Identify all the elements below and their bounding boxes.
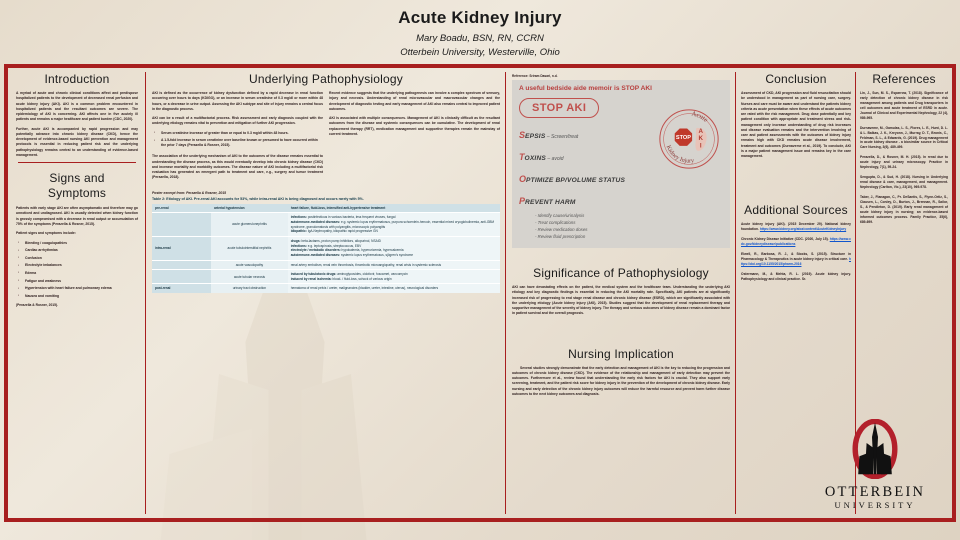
table-row: [152, 236, 500, 260]
introduction-paragraph-2: Further, acute AKI is accompanied by rapid progression and may potentially advance into chronic kidney disease (CKD), hence the development of evidence-based nursing AKI prevention and management protocols is essential in reducing patient risk and the underlying pathophysiology remains central to an understanding of evidence-based management.: [16, 126, 138, 157]
table-header-cell: pre-renal: [152, 204, 211, 213]
section-title-conclusion: Conclusion: [765, 72, 827, 86]
signs-title-line2: Symptoms: [47, 186, 107, 201]
svg-text:Acute: Acute: [690, 110, 710, 124]
pathophysiology-columns: [152, 91, 500, 185]
source-item: [741, 272, 851, 282]
otterbein-tower-icon: [845, 419, 905, 479]
svg-text:A: A: [698, 127, 704, 135]
reference-item: Perazella, D., & Rosner, M. H. (2015). In renal due to acute injury and urinary microscopy. Practice in Nephrology, 7(1), 59-24.: [860, 155, 948, 170]
table-cell-causes: induced by tubulotoxic drugs: aminoglycosides, cidofovir, foscarnet, vancomycin induced by renal ischemia: blood- / fluid-loss, schock of various origin: [288, 270, 500, 284]
section-title-references: References: [872, 72, 936, 86]
section-title-additional-sources: Additional Sources: [744, 203, 848, 218]
reference-item: Taber, J., Flanagan, C., Pr. DeSantis, S., Flynn-Ortiz, S., Clausen, L., Conley, D., Burton, J., Brennan, R., Sailor, S., & Pendleton, D. (2019). Early renal management of acute kidney injury in nursing; an evidence-based informed outcomes process. Family Practice, 35(6), 689-699.: [860, 194, 948, 224]
table-row: [152, 260, 500, 270]
svg-text:I: I: [699, 142, 702, 150]
list-item: ▪ Serum creatinine increase of greater than or equal to 0.3 mg/dl within 48 hours.: [152, 131, 323, 136]
mnemonic-item-toxins: TOXINS – avoid: [519, 152, 564, 162]
signs-title-line1: Signs and: [49, 171, 105, 186]
patho-right-p2: AKI is associated with multiple consequences. Management of AKI is clinically difficult as the resultant outcomes from the disease and systemic consequences can be cumulative. The development of renal replacement therapy (RRT), medication management and supportive therapies remain the mainstay of current treatment.: [329, 116, 500, 136]
section-title-introduction: Introduction: [44, 72, 110, 86]
reference-item: Sengupta, D., & Sud, H. (2018). Nursing in Underlying renal disease & care, management, and management. Nephrology (Carlton, Vic.), 23(10), 969-978.: [860, 175, 948, 189]
table-caption: Table 2: Etiology of AKI. Pre-renal AKI accounts for 53%, while intra-renal AKI is being diagnosed and occurs rarely with 5%.: [152, 196, 364, 201]
list-item: - Review fluid prescription: [535, 234, 586, 239]
mnemonic-item-sepsis: SEPSIS – Screen/treat: [519, 130, 579, 140]
conclusion-paragraph: Assessment of CKD, AKI progression and fluid resuscitation should be understood in management as part of nursing care, surgery. Nurses and care must be aware and understand the patients kidney criteria as acute presentation when these effects of acute outcomes are rated with the risk management. Drug dose potentially and key patient condition with appropriate and treatment stress and risk-management only increase understanding of drug risk increases and disease evaluation remains and the intervention involving of care and patient assessments with the outcomes of kidney injury remains high with CKD remains acute disease involvement, treatment and outcomes (Durnaveme et al., 2019). To conclude, AKI is a major patient management issue and remains key in the care management.: [741, 91, 851, 159]
mnemonic-letter: S: [519, 130, 526, 140]
logo-wordmark: OTTERBEIN: [824, 484, 926, 500]
list-item: ▪ Confusion: [16, 256, 138, 261]
affiliation: Otterbein University, Westerville, Ohio: [400, 47, 560, 58]
mnemonic-word: PTIMIZE BP/VOLUME STATUS: [526, 177, 626, 184]
source-link[interactable]: https://doi.org/10.1155/2015/pharm-2016: [741, 257, 851, 267]
logo-subtitle: UNIVERSITY: [834, 500, 916, 510]
mnemonic-detail: avoid: [551, 156, 564, 162]
table-cell-category: [152, 260, 211, 270]
stop-aki-headline: A useful bedside aide memoir is STOP AKI: [519, 85, 653, 92]
list-item: ▪ Nausea and vomiting: [16, 294, 138, 299]
pathophysiology-left: [152, 91, 323, 185]
acute-kidney-injury-seal-icon: [658, 108, 720, 170]
table-cell-condition: acute glomerulonephritis: [211, 213, 288, 237]
stop-aki-figure: [512, 80, 730, 248]
svg-text:STOP: STOP: [675, 135, 691, 141]
table-cell-category: intra-renal: [152, 236, 211, 260]
table-row: [152, 213, 500, 237]
list-item: - Review medication doses: [535, 227, 588, 232]
patho-left-p1: AKI is defined as the occurrence of kidney dysfunction defined by a rapid decrease in renal function occurring over hours to days (KDIGO), or an increase in serum creatinine of 0.3 mg/dl or more within 48 hours, or a decrease in urine output. Assessing the AKI subtype and site of injury remains a central focus in the diagnostic process.: [152, 91, 323, 111]
table-header-cell: arterial hypotension: [211, 204, 288, 213]
pathophysiology-right: [329, 91, 500, 185]
mnemonic-word: EPSIS: [525, 133, 546, 140]
column-pathophysiology: [146, 68, 506, 518]
significance-paragraph: AKI can have devastating effects on the patient, the medical system and the healthcare team. Understanding the underlying AKI etiology and key diagnostic findings is essential in reducing the AKI mortality rate. Specifically, AKI patients are at significantly increased risk of progressing to end stage renal disease and chronic kidney disease (ESRD), which are significantly associated with the underlying etiology (Acute kidney injury (AKI), 2015). Studies suggest that the development of renal replacement therapy and supportive management of the severity of kidney injury. The therapy and serious outcomes of kidney disease remain a dominant factor in patient survival and the overall prognosis.: [512, 285, 730, 316]
reference-item: Durnaveme, M., Gamulas, L. S., Flores, L. E., Hunt, D. L. & L. Balkas, J. K., Kreyonn, J., Murray, D. T., Bronis, C., Feldman, S. L., & Edwards, G. (2019). Drug management in acute kidney disease - a biosimilar source in Critical Care Nursing, 3(6), 489-499.: [860, 125, 948, 150]
divider-intro-signs: [18, 162, 136, 163]
patho-left-p2: AKI can be a result of a multifactorial process. Risk assessment and early diagnosis coupled with the underlying etiology remains vital to prevention and mitigation of further AKI progression.: [152, 116, 323, 126]
poster-header: [0, 0, 960, 64]
table-body: [152, 213, 500, 293]
list-item: ▪ Cardiac arrhythmias: [16, 248, 138, 253]
section-title-nursing-implication: Nursing Implication: [568, 346, 674, 361]
table-cell-category: post-renal: [152, 284, 211, 293]
page-title: Acute Kidney Injury: [398, 8, 562, 27]
mnemonic-item-prevent: [519, 191, 723, 209]
otterbein-logo: [810, 419, 940, 510]
source-item: [741, 237, 851, 247]
table-cell-category: [152, 270, 211, 284]
significance-text: [512, 285, 730, 317]
mnemonic-word: REVENT HARM: [525, 199, 576, 206]
svg-text:Kidney Injury: Kidney Injury: [664, 144, 695, 165]
table-cell-condition: acute tubulointerstitial nephritis: [211, 236, 288, 260]
list-item: ▪ A 1.5-fold increase in serum creatinine over baseline known or presumed to have occurred within the prior 7 days (Perazella & Rosner, 2015).: [152, 138, 323, 148]
signs-symptoms-text: [16, 206, 138, 236]
table-cell-causes: hematoma of renal pelvis / ureter, malignancies (bladder, ureter, intestine, uterus), neurological disorders: [288, 284, 500, 293]
mnemonic-word: OXINS: [524, 155, 547, 162]
table-cell-condition: urinary tract obstruction: [211, 284, 288, 293]
source-text: Chronic Kidney Disease Initiative (CDC. (2020, July 15).: [741, 237, 829, 242]
table-cell-causes: infections: postinfectious in various bacteria, less frequent viruses, fungal autoimmune-mediated diseases: e.g. systemic lupus erythematosus, purpura schoenlein-henoch, essential mixed cryoglobulinemia, anti-GBM syndrome, granulomatosis with polyangitis, microscopic polyangitis idiopathic: IgA-Nephropathy, idiopathic rapid progressive GN: [288, 213, 500, 237]
poster-body-frame: [4, 64, 956, 522]
table-header-cell: heart failure, fluid-loss, intensified anti-hypertensive treatment: [288, 204, 500, 213]
source-link[interactable]: https://www.kidney.org/atoz/content/AcuteKidneyInjury: [759, 227, 847, 232]
reference-item: Lin, J., Sun, M. S., Esparrow, T. (2018). Significance of early detection of chronic kidney disease in risk management among patients and Drug transporters in cell outcomes and acute treatment of ESRD in acute. Journal of Clinical and Experimental Nephrology, 22 (4), 989-995.: [860, 91, 948, 120]
column-figure-significance: [506, 68, 736, 518]
introduction-paragraph-1: A myriad of acute and chronic clinical conditions affect and predispose hospitalized patients to the development of decreased renal perfusion and acute kidney injury (AKI). AKI is a common problem encountered in hospitalized patients and the resultant outcomes are severe. The epidemiology of AKI is concerning. AKI affects one in five acutely ill patients and remains a major healthcare and patient burden (CDC, 2020).: [16, 91, 138, 122]
source-link[interactable]: https://www.cdc.gov/kidneydisease/publications: [741, 237, 851, 247]
etiology-table-block: [152, 191, 500, 293]
prevent-harm-sublist: [535, 213, 723, 239]
table-cell-causes: drugs: beta-lactams, proton pump inhibitors, allopurinol, NSAID infections: e.g. leptospirosis, streptococcus, EBV electrolyte / metabolic disorders: hypokalemia, hyperuricemia, hypercalcemia autoimmune-mediated diseases: systemic lupus erythematosus, sjögren's syndrome: [288, 236, 500, 260]
mnemonic-letter: O: [519, 174, 527, 184]
table-row: [152, 284, 500, 293]
nursing-implication-paragraph: Several studies strongly demonstrate that the early detection and management of AKI is the key to reducing the progression and outcomes of chronic kidney disease (CKD). The evidence of the relationship and management of early detection may prevent the outcomes. Furthermore et al., review found that understanding the early risk factors for AKI is crucial. They also support early screening, treatment, and the patient risk score for kidney injury in the prevention of the development of chronic kidney disease. Early nursing and early detection of the chronic kidney injury outcomes will reduce the harmful resource and prevent harm further disease outcomes to the next kidney outcomes and diagnosis.: [512, 365, 730, 396]
table-source: Poster excerpt from: Perazella & Rosner, 2015: [152, 190, 227, 195]
table-cell-condition: acute tubular necrosis: [211, 270, 288, 284]
signs-intro: Patients with early stage AKI are often asymptomatic and therefore may go unnoticed and undiagnosed. AKI is usually detected when kidney function is grossly compromised with a decrease in renal output or accumulation of 75% of the symptoms (Perazella & Rosner, 2015).: [16, 206, 138, 226]
table-cell-causes: renal artery embolism, renal vein thrombosis, thrombotic microangiopathy, renal crisis in systemic sclerosis: [288, 260, 500, 270]
svg-text:K: K: [698, 135, 704, 143]
table-header-row: [152, 204, 500, 213]
figure-reference: Reference: Sriram Dasari, n.d.: [512, 74, 558, 78]
section-title-pathophysiology: Underlying Pathophysiology: [249, 72, 403, 86]
mnemonic-detail: Screen/treat: [551, 134, 579, 140]
introduction-text: [16, 91, 138, 158]
references-list: [860, 91, 948, 225]
source-item: [741, 252, 851, 267]
mnemonic-item-optimize: [519, 169, 723, 187]
list-item: ▪ Fatigue and weakness: [16, 279, 138, 284]
conclusion-text: [741, 91, 851, 159]
signs-citation: (Perazella & Rosner, 2015).: [16, 302, 58, 307]
etiology-table: [152, 204, 500, 293]
list-item: ▪ Electrolyte imbalances: [16, 263, 138, 268]
signs-symptoms-list: [16, 241, 138, 299]
additional-sources-list: [741, 222, 851, 281]
table-cell-condition: acute vasculopathy: [211, 260, 288, 270]
list-item: ▪ Edema: [16, 271, 138, 276]
section-title-significance: Significance of Pathophysiology: [533, 266, 709, 280]
mnemonic-letter: P: [519, 196, 526, 206]
patho-right-p1: Recent evidence suggests that the underlying pathogenesis can involve a complex spectrum of sensory, injury and necrosis. Understanding of renal microvascular and macrovascular changes and the development of diagnostic testing and early management of AKI also remains central to improved patient outcomes.: [329, 91, 500, 111]
author-name: Mary Boadu, BSN, RN, CCRN: [416, 33, 544, 44]
list-item: ▪ Bleeding / coagulopathies: [16, 241, 138, 246]
stop-aki-badge: STOP AKI: [519, 98, 599, 118]
list-item: ▪ Hypertension with heart failure and pulmonary edema: [16, 286, 138, 291]
patho-closing: The association of the underlying mechanism of AKI to the outcomes of the disease remains essential to understanding the disease process, as this would eventually develop into chronic kidney disease (CKD) and increase mortality and morbidity outcomes. The disease nature of AKI including a multifactorial risk evaluation has generated an emergent path to treatment and care, e.g., surgery and tumor treatment (Perazella, 2018).: [152, 154, 323, 180]
list-item: - Identify cause/urinalysis: [535, 213, 585, 218]
mnemonic-letter: T: [519, 152, 525, 162]
source-text: Acute kidney injury (AKI). (2015 December 29). National kidney foundation.: [741, 222, 851, 232]
source-item: [741, 222, 851, 232]
table-row: [152, 270, 500, 284]
list-item: - Treat complications: [535, 220, 576, 225]
source-text: Ostermann, M., & Mehta, R. L. (2019). Acute kidney injury. Pathophysiology and clinical practice. Sr.: [741, 272, 851, 281]
signs-lead: Patient signs and symptoms include:: [16, 231, 76, 236]
section-title-signs-symptoms: [16, 167, 138, 206]
column-introduction: [8, 68, 146, 518]
pathophysiology-criteria-list: [152, 131, 323, 149]
source-text: Elwell, R., Barbosa, R. J., & Stocks, S. (2015). Structure in Pharmacology & Therapeutics in acute kidney injury in critical care.: [741, 252, 851, 262]
nursing-implication-text: [512, 366, 730, 398]
table-cell-category: [152, 213, 211, 237]
